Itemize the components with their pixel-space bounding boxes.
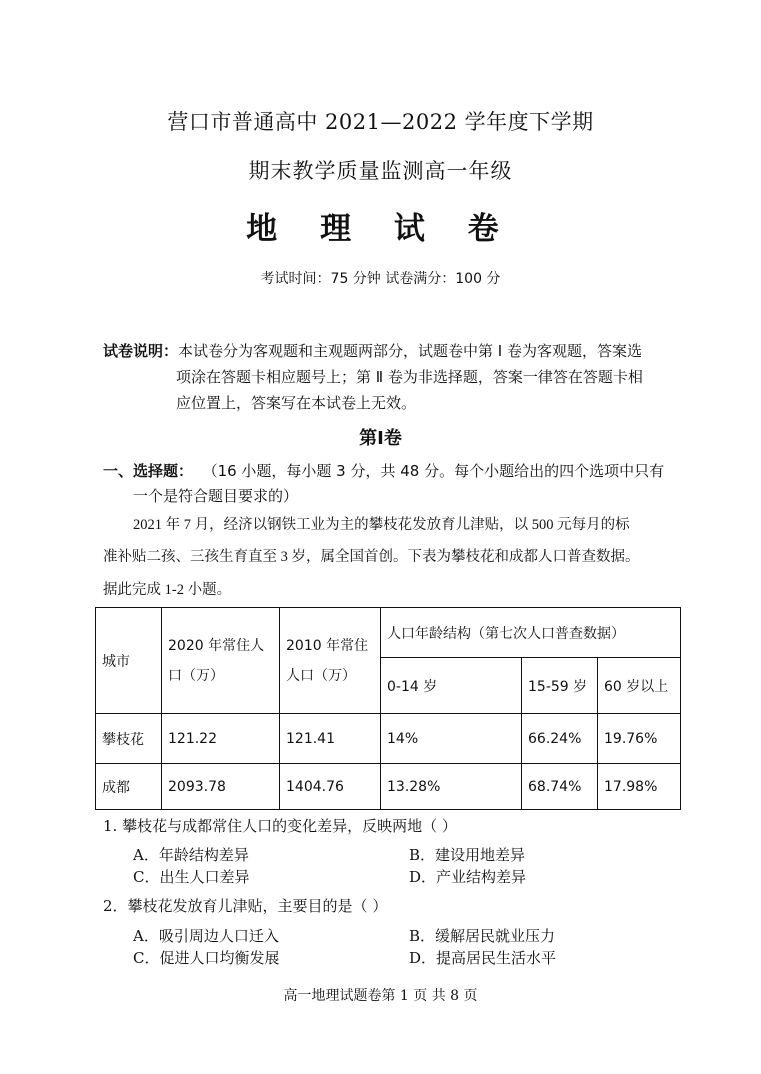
page-footer: 高一地理试题卷第 1 页 共 8 页 — [283, 988, 478, 1004]
cell-age1: 13.28% — [381, 764, 522, 810]
th-city: 城市 — [96, 608, 162, 714]
th-pop2010-l2: 人口（万） — [286, 667, 356, 684]
cell-age3: 17.98% — [598, 764, 681, 810]
question-2-option-a: A．吸引周边人口迁入 — [133, 927, 279, 945]
question-1-stem: 1. 攀枝花与成都常住人口的变化差异，反映两地（ ） — [103, 817, 457, 835]
th-age-15-59: 15-59 岁 — [522, 658, 598, 714]
th-pop2020-l1: 2020 年常住人 — [168, 637, 265, 654]
section-desc-2: 一个是符合题目要求的） — [133, 487, 299, 505]
th-pop2010 — [280, 608, 381, 714]
cell-age1: 14% — [381, 714, 522, 764]
th-pop2010-l1: 2010 年常住 — [286, 637, 369, 654]
table-row — [96, 764, 681, 810]
cell-pop2020: 2093.78 — [162, 764, 280, 810]
volume-title: 第Ⅰ卷 — [359, 428, 402, 449]
section-heading: 一、选择题： — [103, 462, 194, 480]
passage-line2: 准补贴二孩、三孩生育直至 3 岁，属全国首创。下表为攀枝花和成都人口普查数据。 — [103, 549, 640, 565]
question-1-option-b: B．建设用地差异 — [409, 846, 526, 864]
instructions-line3: 应位置上，答案写在本试卷上无效。 — [176, 394, 417, 412]
th-pop2020 — [162, 608, 280, 714]
th-age-60plus: 60 岁以上 — [598, 658, 681, 714]
passage-line1: 2021 年 7 月，经济以钢铁工业为主的攀枝花发放育儿津贴，以 500 元每月的标 — [133, 517, 630, 533]
section-heading-line — [103, 460, 664, 481]
question-2-option-c: C．促进人口均衡发展 — [133, 949, 280, 967]
cell-age2: 66.24% — [522, 714, 598, 764]
instructions-text-1: 本试卷分为客观题和主观题两部分，试题卷中第 Ⅰ 卷为客观题，答案选 — [178, 342, 642, 360]
question-2-option-d: D．提高居民生活水平 — [409, 949, 557, 967]
table-row — [96, 714, 681, 764]
subject-title: 地 理 试 卷 — [246, 211, 515, 247]
cell-age2: 68.74% — [522, 764, 598, 810]
cell-age3: 19.76% — [598, 714, 681, 764]
question-1-option-d: D．产业结构差异 — [409, 868, 527, 886]
cell-pop2010: 121.41 — [280, 714, 381, 764]
question-1-option-a: A．年龄结构差异 — [133, 846, 249, 864]
question-1-option-c: C．出生人口差异 — [133, 868, 250, 886]
instructions-line1 — [103, 340, 642, 361]
question-2-option-b: B．缓解居民就业压力 — [409, 927, 556, 945]
population-table — [95, 607, 681, 810]
section-desc-1: （16 小题，每小题 3 分，共 48 分。每个小题给出的四个选项中只有 — [202, 462, 665, 480]
exam-title-line2: 期末教学质量监测高一年级 — [248, 159, 513, 183]
cell-city: 攀枝花 — [96, 714, 162, 764]
cell-pop2020: 121.22 — [162, 714, 280, 764]
exam-time-info: 考试时间：75 分钟 试卷满分：100 分 — [260, 271, 501, 287]
th-age-structure: 人口年龄结构（第七次人口普查数据） — [381, 608, 681, 658]
instructions-line2: 项涂在答题卡相应题号上；第 Ⅱ 卷为非选择题，答案一律答在答题卡相 — [176, 368, 643, 386]
passage-line3: 据此完成 1-2 小题。 — [103, 582, 232, 598]
exam-title-line1: 营口市普通高中 2021—2022 学年度下学期 — [167, 110, 594, 134]
th-pop2020-l2: 口（万） — [168, 667, 224, 684]
cell-pop2010: 1404.76 — [280, 764, 381, 810]
instructions-label: 试卷说明： — [103, 342, 179, 360]
cell-city: 成都 — [96, 764, 162, 810]
question-2-stem: 2．攀枝花发放育儿津贴，主要目的是（ ） — [103, 897, 388, 915]
th-age-0-14: 0-14 岁 — [381, 658, 522, 714]
